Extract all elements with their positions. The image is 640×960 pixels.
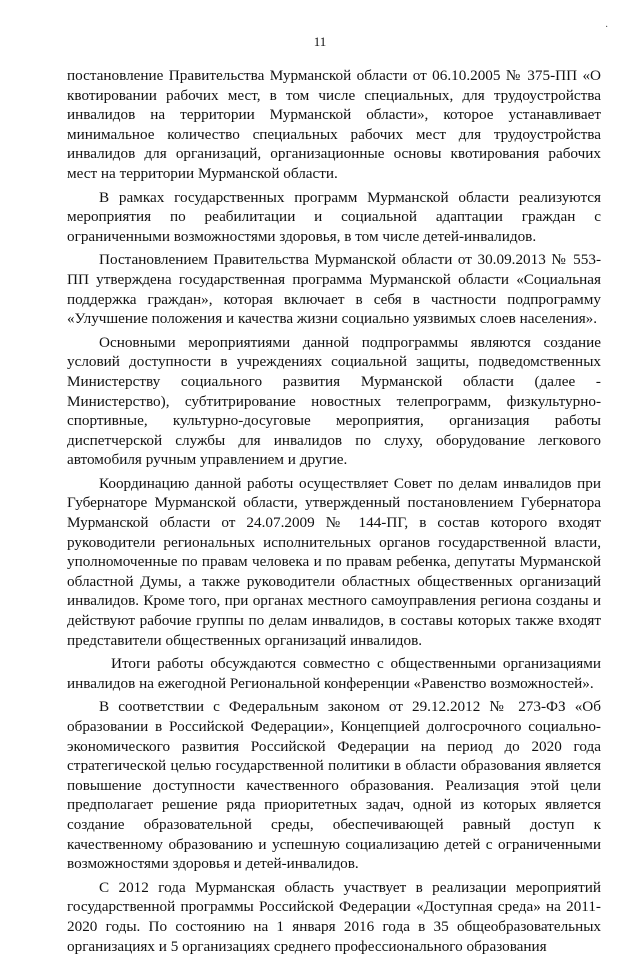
page-number: 11 bbox=[313, 34, 327, 49]
document-body bbox=[67, 66, 601, 960]
paragraph-education-law: В соответствии с Федеральным законом от 29.12.2012 № 273-ФЗ «Об образовании в Российской Федерации», Концепцией долгосрочного социально-экономического развития Российской Федерации на период до 2020 года стратегической целью государственной политики в области образования является повышение доступности качественного образования. Реализация этой цели предполагает решение ряда приоритетных задач, одной из которых является создание образовательной среды, обеспечивающей равный доступ к качественному образованию и успешную социализацию детей с ограниченными возможностями здоровья и детей-инвалидов. bbox=[67, 698, 601, 873]
paragraph-state-programs: В рамках государственных программ Мурманской области реализуются мероприятия по реабилитации и социальной адаптации граждан с ограниченными возможностями здоровья, в том числе детей-инвалидов. bbox=[67, 188, 601, 245]
paragraph-social-support-program: Постановлением Правительства Мурманской области от 30.09.2013 № 553-ПП утверждена государственная программа Мурманской области «Социальная поддержка граждан», которая включает в себя в частности подпрограмму «Улучшение положения и качества жизни социально уязвимых слоев населения». bbox=[67, 251, 601, 328]
paragraph-equal-opportunities-conference: Итоги работы обсуждаются совместно с общественными организациями инвалидов на ежегодной Региональной конференции «Равенство возможностей». bbox=[67, 655, 601, 692]
paragraph-subprogram-activities: Основными мероприятиями данной подпрограммы являются создание условий доступности в учреждениях социальной защиты, подведомственных Министерству социального развития Мурманской области (далее - Министерство), субтитрирование новостных телепрограмм, физкультурно-спортивные, культурно-досуговые мероприятия, организация работы диспетчерской службы для инвалидов по слуху, оборудование легкового автомобиля ручным управлением и другие. bbox=[67, 333, 601, 469]
corner-mark: . bbox=[605, 18, 608, 30]
paragraph-disability-council: Координацию данной работы осуществляет Совет по делам инвалидов при Губернаторе Мурманской области, утвержденный постановлением Губернатора Мурманской области от 24.07.2009 № 144-ПГ, в состав которого входят руководители региональных исполнительных органов государственной власти, уполномоченные по правам человека и по правам ребенка, депутаты Мурманской областной Думы, а также руководители областных общественных организаций инвалидов. Кроме того, при органах местного самоуправления региона созданы и действуют рабочие группы по делам инвалидов, в составы которых также входят представители общественных организаций инвалидов. bbox=[67, 474, 601, 649]
paragraph-accessible-environment: С 2012 года Мурманская область участвует в реализации мероприятий государственной программы Российской Федерации «Доступная среда» на 2011-2020 годы. По состоянию на 1 января 2016 года в 35 общеобразовательных организациях и 5 организациях среднего профессионального образования bbox=[67, 878, 601, 955]
paragraph-quota-resolution: постановление Правительства Мурманской области от 06.10.2005 № 375-ПП «О квотировании рабочих мест, в том числе специальных, для трудоустройства инвалидов на территории Мурманской области», которое устанавливает минимальное количество специальных рабочих мест для трудоустройства инвалидов для организаций, организационные основы квотирования рабочих мест на территории Мурманской области. bbox=[67, 67, 601, 182]
